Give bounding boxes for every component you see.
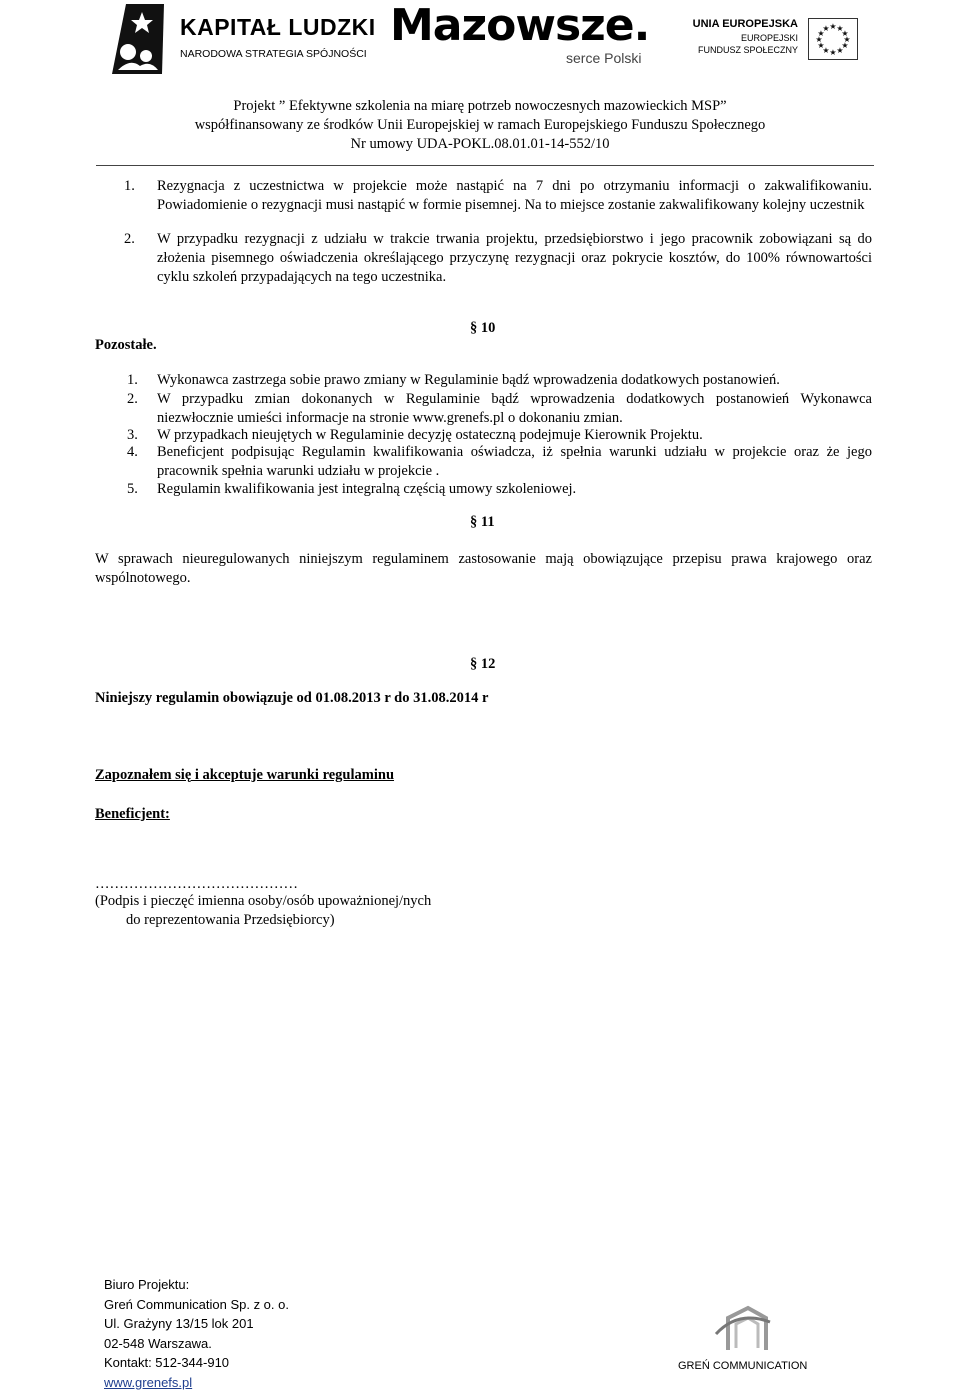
svg-text:★: ★ xyxy=(822,24,830,33)
svg-text:★: ★ xyxy=(836,24,844,33)
contract-number: Nr umowy UDA-POKL.08.01.01-14-552/10 xyxy=(350,136,610,152)
section-10-item-3-number: 3. xyxy=(127,427,138,443)
project-header xyxy=(0,97,960,154)
section-10-item-2-text: W przypadku zmian dokonanych w Regulaminie bądź wprowadzenia dodatkowych postanowień Wykonawca niezwłocznie umieści informacje na stronie www.grenefs.pl o dokonaniu zmian. xyxy=(157,391,872,426)
section-10-item-4-text: Beneficjent podpisując Regulamin kwalifikowania oświadcza, iż spełnia warunki udziału w projekcie oraz że jego pracownik spełnia warunki udziału w projekcie . xyxy=(157,444,872,479)
section-10-item-1-text: Wykonawca zastrzega sobie prawo zmiany w Regulaminie bądź wprowadzenia dodatkowych postanowień. xyxy=(157,372,780,388)
project-funding: współfinansowany ze środków Unii Europejskiej w ramach Europejskiego Funduszu Społecznego xyxy=(194,117,766,133)
svg-text:★: ★ xyxy=(817,41,825,50)
kapital-ludzki-title: KAPITAŁ LUDZKI xyxy=(180,14,376,40)
section-11-mark: § 11 xyxy=(470,514,495,530)
section-10-item-4-number: 4. xyxy=(127,444,138,460)
svg-text:★: ★ xyxy=(841,41,849,50)
mazowsze-wordmark: Mazowsze. xyxy=(390,0,650,51)
section-10-item-3-text: W przypadkach nieujętych w Regulaminie decyzję ostateczną podejmuje Kierownik Projektu. xyxy=(157,427,703,443)
kapital-ludzki-emblem-icon xyxy=(112,4,172,74)
section-10-mark: § 10 xyxy=(470,320,496,336)
mazowsze-logo xyxy=(390,0,652,72)
signature-caption-line-1: (Podpis i pieczęć imienna osoby/osób upoważnionej/nych xyxy=(95,893,432,909)
project-office-info xyxy=(104,1275,289,1392)
svg-text:★: ★ xyxy=(817,29,825,38)
section-10-item-5-number: 5. xyxy=(127,481,138,497)
eu-line-3: FUNDUSZ SPOŁECZNY xyxy=(697,45,798,55)
svg-text:★: ★ xyxy=(829,48,837,57)
section-10-item-2-number: 2. xyxy=(127,391,138,407)
eu-logo-text xyxy=(688,18,798,64)
project-title: Projekt ” Efektywne szkolenia na miarę potrzeb nowoczesnych mazowieckich MSP” xyxy=(233,98,727,114)
resignation-item-2-number: 2. xyxy=(124,231,135,247)
section-10-heading: Pozostałe. xyxy=(95,337,157,353)
svg-text:★: ★ xyxy=(843,35,851,44)
website-link[interactable]: www.grenefs.pl xyxy=(104,1374,193,1390)
kapital-ludzki-subtitle: NARODOWA STRATEGIA SPÓJNOŚCI xyxy=(180,48,367,60)
section-10-item-1-number: 1. xyxy=(127,372,138,388)
header-divider xyxy=(96,165,874,166)
office-label: Biuro Projektu: xyxy=(104,1277,190,1292)
resignation-item-1-text: Rezygnacja z uczestnictwa w projekcie może nastąpić na 7 dni po otrzymaniu informacji o zakwalifikowaniu. Powiadomienie o rezygnacji musi nastąpić w formie pisemnej. Na to miejsce zostanie zakwalifikowany kolejny uczestnik xyxy=(157,178,872,213)
svg-text:★: ★ xyxy=(815,35,823,44)
company-name: Greń Communication Sp. z o. o. xyxy=(104,1296,289,1312)
gren-communication-logo xyxy=(678,1300,828,1380)
eu-line-2: EUROPEJSKI xyxy=(740,33,798,43)
section-12-text: Niniejszy regulamin obowiązuje od 01.08.2013 r do 31.08.2014 r xyxy=(95,690,489,706)
office-city: 02-548 Warszawa. xyxy=(104,1335,212,1351)
acknowledgement-line: Zapoznałem się i akceptuje warunki regulaminu xyxy=(95,767,395,783)
eu-flag-icon xyxy=(808,18,858,60)
eu-line-1: UNIA EUROPEJSKA xyxy=(692,18,798,30)
signature-caption-line-2: do reprezentowania Przedsiębiorcy) xyxy=(126,912,335,928)
gren-emblem-icon xyxy=(708,1300,778,1356)
svg-text:★: ★ xyxy=(829,22,837,31)
section-11-text: W sprawach nieuregulowanych niniejszym regulaminem zastosowanie mają obowiązujące przepisu prawa krajowego oraz wspólnotowego. xyxy=(95,551,872,586)
mazowsze-tagline: serce Polski xyxy=(566,50,642,66)
signature-dots: …………………………………… xyxy=(95,876,298,892)
gren-communication-name: GREŃ COMMUNICATION xyxy=(678,1360,808,1372)
svg-text:★: ★ xyxy=(822,46,830,55)
section-10-item-5-text: Regulamin kwalifikowania jest integralną częścią umowy szkoleniowej. xyxy=(157,481,577,497)
kapital-ludzki-logo xyxy=(112,4,376,76)
svg-text:★: ★ xyxy=(836,46,844,55)
office-street: Ul. Grażyny 13/15 lok 201 xyxy=(104,1316,254,1331)
beneficiary-label: Beneficjent: xyxy=(95,806,170,822)
section-12-mark: § 12 xyxy=(470,656,496,672)
resignation-item-1-number: 1. xyxy=(124,178,135,194)
office-contact: Kontakt: 512-344-910 xyxy=(104,1355,230,1370)
resignation-item-2-text: W przypadku rezygnacji z udziału w trakcie trwania projektu, przedsiębiorstwo i jego pracownik zobowiązani są do złożenia pisemnego oświadczenia określającego przyczynę rezygnacji oraz pokrycie kosztów, do 100% równowartości cyklu szkoleń przypadających na tego uczestnika. xyxy=(157,231,872,285)
svg-text:★: ★ xyxy=(841,29,849,38)
